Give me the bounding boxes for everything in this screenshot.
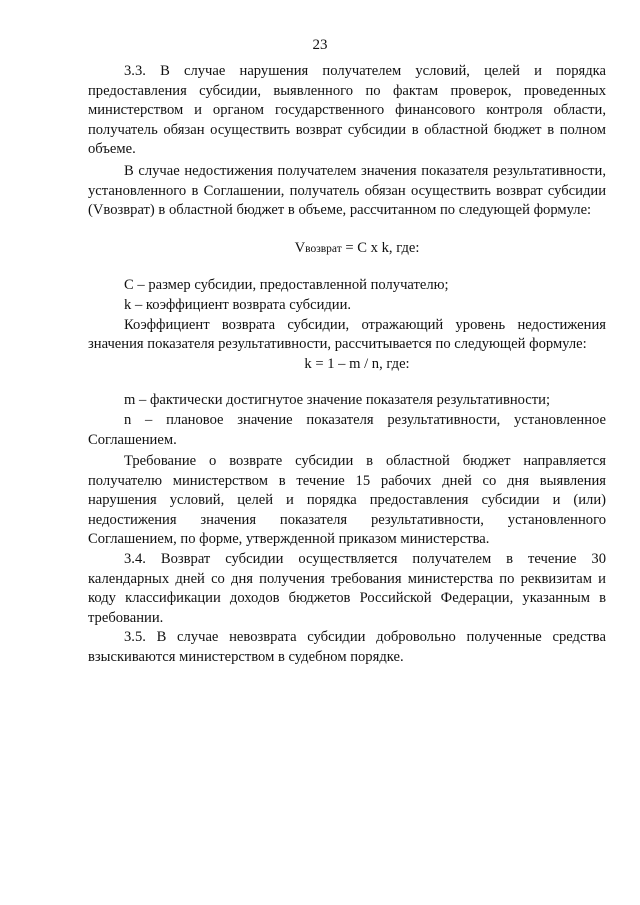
paragraph-demand: Требование о возврате субсидии в областной бюджет направляется получателю министерством в течение 15 рабочих дней со дня выявления нарушения условий, целей и порядка предоставления субсидии и (или) недостижения значения показателя результативности, установленного Соглашением, по форме, утвержденной приказом министерства. [88,453,606,548]
page-number: 23 [312,37,328,53]
paragraph-coefficient: Коэффициент возврата субсидии, отражающий уровень недостижения значения показателя результативности, рассчитывается по следующей формуле: [88,316,606,353]
definition-n: n – плановое значение показателя результативности, установленное Соглашением. [88,411,606,448]
formula-refund [88,239,606,260]
definition-m: m – фактически достигнутое значение показателя результативности; [124,392,551,409]
definition-k: k – коэффициент возврата субсидии. [124,296,352,313]
paragraph-3-5: 3.5. В случае невозврата субсидии добровольно полученные средства взыскиваются министерством в судебном порядке. [88,629,606,666]
paragraph-failure-to-achieve: В случае недостижения получателем значения показателя результативности, установленного в Соглашении, получатель обязан осуществить возврат субсидии (Vвозврат) в областной бюджет в объеме, рассчитанном по следующей формуле: [88,162,606,219]
paragraph-3-4: 3.4. Возврат субсидии осуществляется получателем в течение 30 календарных дней со дня получения требования министерства по реквизитам и коду классификации доходов бюджетов Российской Федерации, указанным в требовании. [88,551,606,626]
definition-c: C – размер субсидии, предоставленной получателю; [124,277,449,294]
formula-coefficient: k = 1 – m / n, где: [304,355,410,372]
formula-refund-rest: = C x k, где: [341,239,420,256]
paragraph-3-3: 3.3. В случае нарушения получателем условий, целей и порядка предоставления субсидии, выявленного по фактам проверок, проведенных министерством и органом государственного финансового контроля области, получатель обязан осуществить возврат субсидии в областной бюджет в полном объеме. [88,63,606,158]
document-body [88,62,606,668]
formula-refund-v: V [294,239,306,256]
formula-refund-subscript: возврат [305,242,342,255]
